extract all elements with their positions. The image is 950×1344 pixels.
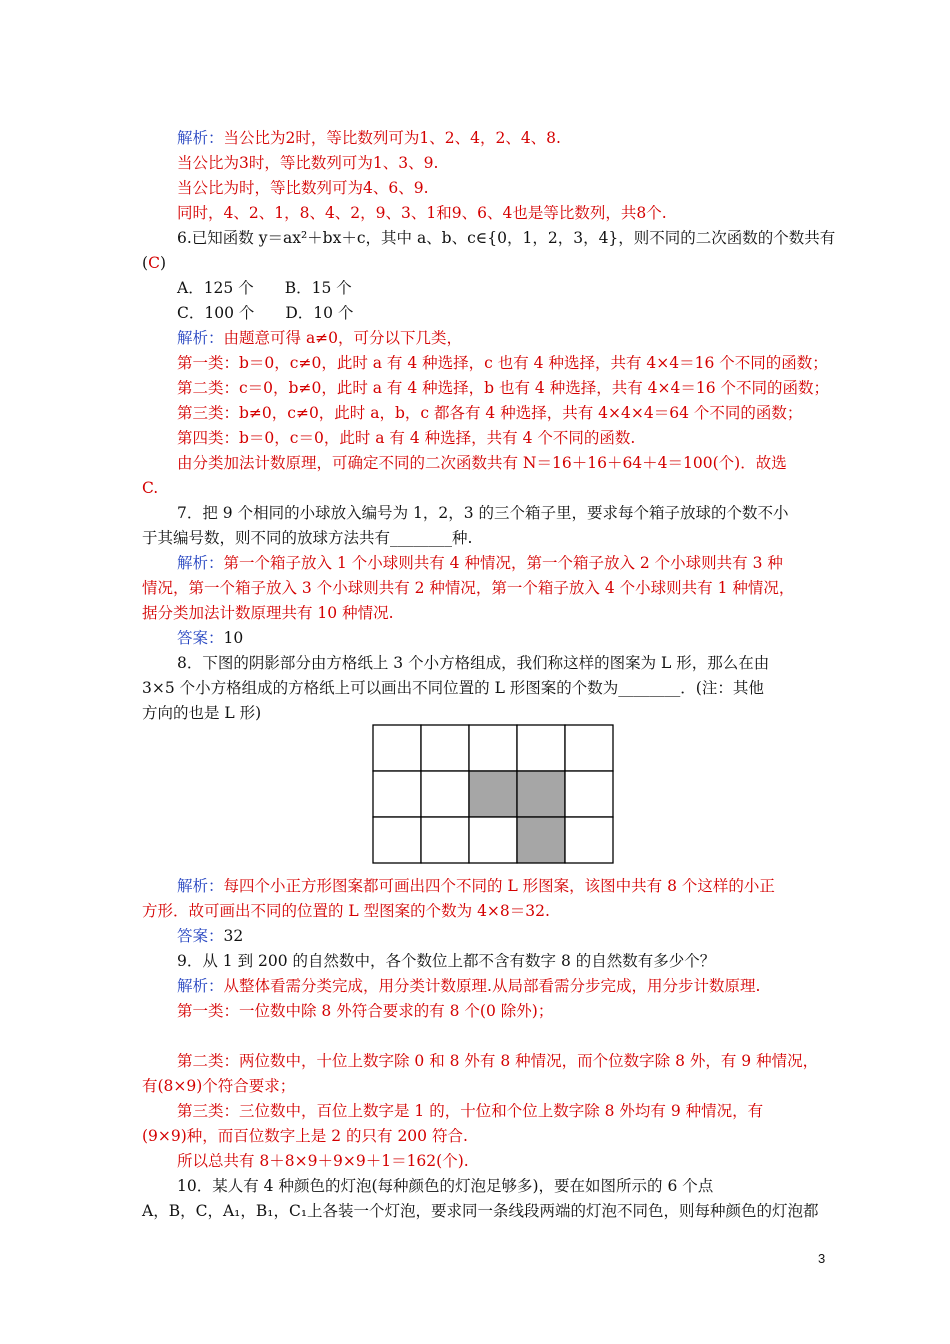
text-line [142, 1126, 468, 1146]
grid-cell [565, 725, 613, 771]
text-line [177, 453, 787, 473]
body-text: 第四类：b＝0，c＝0，此时 a 有 4 种选择，共有 4 个不同的函数. [177, 429, 636, 447]
grid-cell [565, 817, 613, 863]
grid-cell [373, 725, 421, 771]
text-line [177, 403, 802, 423]
text-line [177, 1051, 818, 1071]
text-line [142, 478, 158, 498]
text-line [177, 278, 352, 298]
label-text: 解析： [177, 329, 224, 347]
text-line [177, 303, 353, 323]
body-text: 第三类：三位数中，百位上数字是 1 的，十位和个位上数字除 8 外均有 9 种情况，有 [177, 1102, 764, 1120]
body-text: 32 [223, 927, 244, 945]
body-text: 方向的也是 L 形) [142, 704, 262, 722]
grid-cell [373, 771, 421, 817]
text-line [177, 876, 775, 896]
body-text: 于其编号数，则不同的放球方法共有________种. [142, 529, 473, 547]
grid-cell [373, 817, 421, 863]
l-shape-grid-figure [372, 724, 614, 864]
label-text: 答案： [177, 927, 224, 945]
grid-cell [565, 771, 613, 817]
text-line [177, 926, 243, 946]
label-text: 解析： [177, 977, 224, 995]
body-text: 情况，第一个箱子放入 3 个小球则共有 2 种情况，第一个箱子放入 4 个小球则共有 1 种情况， [142, 579, 795, 597]
text-line [177, 1001, 553, 1021]
text-line [177, 353, 828, 373]
text-line [177, 128, 561, 148]
body-text: 当公比为时，等比数列可为4、6、9. [177, 179, 429, 197]
text-line [142, 901, 550, 921]
label-text: 答案： [177, 629, 224, 647]
shaded-cell [517, 817, 565, 863]
body-text: 7．把 9 个相同的小球放入编号为 1，2，3 的三个箱子里，要求每个箱子放球的个数不小 [177, 504, 789, 522]
body-text: 第一类：一位数中除 8 外符合要求的有 8 个(0 除外)； [177, 1002, 554, 1020]
text-line [142, 578, 794, 598]
body-text: 3×5 个小方格组成的方格纸上可以画出不同位置的 L 形图案的个数为________．(注：其他 [142, 679, 764, 697]
text-line [142, 603, 394, 623]
body-text: ( [142, 254, 149, 272]
label-text: 解析： [177, 129, 224, 147]
text-line [177, 1176, 713, 1196]
text-line [177, 328, 462, 348]
body-text: (9×9)种，而百位数字上是 2 的只有 200 符合. [142, 1127, 468, 1145]
body-text: 由题意可得 a≠0，可分以下几类， [223, 329, 463, 347]
body-text: 当公比为3时，等比数列可为1、3、9. [177, 154, 439, 172]
body-text: 8．下图的阴影部分由方格纸上 3 个小方格组成，我们称这样的图案为 L 形，那么在由 [177, 654, 770, 672]
body-text: A．125 个 B．15 个 [177, 279, 352, 297]
body-text: 9．从 1 到 200 的自然数中，各个数位上都不含有数字 8 的自然数有多少个？ [177, 952, 716, 970]
text-line [177, 203, 667, 223]
label-text: 解析： [177, 877, 224, 895]
text-line [177, 653, 769, 673]
page-number: 3 [818, 1251, 826, 1266]
body-text: 由分类加法计数原理，可确定不同的二次函数共有 N＝16＋16＋64＋4＝100(个)．故选 [177, 454, 787, 472]
grid-cell [421, 725, 469, 771]
grid-cell [421, 771, 469, 817]
grid-cell [469, 725, 517, 771]
shaded-cell [469, 771, 517, 817]
body-text: 当公比为2时，等比数列可为1、2、4，2、4、8. [223, 129, 561, 147]
body-text: 第一个箱子放入 1 个小球则共有 4 种情况，第一个箱子放入 2 个小球则共有 3 种 [223, 554, 783, 572]
body-text: 据分类加法计数原理共有 10 种情况. [142, 604, 394, 622]
text-line [177, 976, 760, 996]
body-text: 所以总共有 8＋8×9＋9×9＋1＝162(个). [177, 1152, 469, 1170]
text-line [177, 178, 429, 198]
body-text: 第一类：b＝0，c≠0，此时 a 有 4 种选择，c 也有 4 种选择，共有 4×4＝16 个不同的函数； [177, 354, 828, 372]
body-text: C. [142, 479, 159, 497]
text-line [142, 1076, 295, 1096]
grid-cell [421, 817, 469, 863]
text-line [177, 378, 829, 398]
text-line [142, 528, 472, 548]
text-line [177, 1101, 763, 1121]
body-text: 6.已知函数 y＝ax²＋bx＋c，其中 a、b、c∈{0，1，2，3，4}，则不同的二次函数的个数共有 [177, 229, 836, 247]
body-text: 从整体看需分类完成，用分类计数原理.从局部看需分步完成，用分步计数原理. [223, 977, 761, 995]
body-text: C [148, 254, 160, 272]
body-text: 有(8×9)个符合要求； [142, 1077, 296, 1095]
body-text: 第三类：b≠0，c≠0，此时 a，b，c 都各有 4 种选择，共有 4×4×4＝64 个不同的函数； [177, 404, 803, 422]
text-line [177, 1151, 469, 1171]
body-text: 同时，4、2、1，8、4、2，9、3、1和9、6、4也是等比数列，共8个. [177, 204, 667, 222]
body-text: 第二类：两位数中，十位上数字除 0 和 8 外有 8 种情况，而个位数字除 8 外，有 9 种情况， [177, 1052, 819, 1070]
grid-cell [469, 817, 517, 863]
text-line [142, 703, 261, 723]
body-text: 第二类：c＝0，b≠0，此时 a 有 4 种选择，b 也有 4 种选择，共有 4×4＝16 个不同的函数； [177, 379, 829, 397]
text-line [177, 553, 783, 573]
body-text: 每四个小正方形图案都可画出四个不同的 L 形图案，该图中共有 8 个这样的小正 [223, 877, 775, 895]
text-line [177, 503, 789, 523]
grid-cell [517, 725, 565, 771]
shaded-cell [517, 771, 565, 817]
text-line [177, 153, 438, 173]
text-line [142, 678, 764, 698]
body-text: A，B，C，A₁，B₁，C₁上各装一个灯泡，要求同一条线段两端的灯泡不同色，则每种颜色的灯泡都 [142, 1202, 819, 1220]
text-line [177, 428, 635, 448]
text-line [142, 1201, 819, 1221]
body-text: 10 [223, 629, 244, 647]
text-line [142, 253, 166, 273]
text-line [177, 228, 835, 248]
body-text: ) [159, 254, 166, 272]
body-text: 方形．故可画出不同的位置的 L 型图案的个数为 4×8＝32. [142, 902, 550, 920]
body-text: 10．某人有 4 种颜色的灯泡(每种颜色的灯泡足够多)，要在如图所示的 6 个点 [177, 1177, 714, 1195]
text-line [177, 628, 243, 648]
body-text: C．100 个 D．10 个 [177, 304, 354, 322]
text-line [177, 951, 715, 971]
label-text: 解析： [177, 554, 224, 572]
